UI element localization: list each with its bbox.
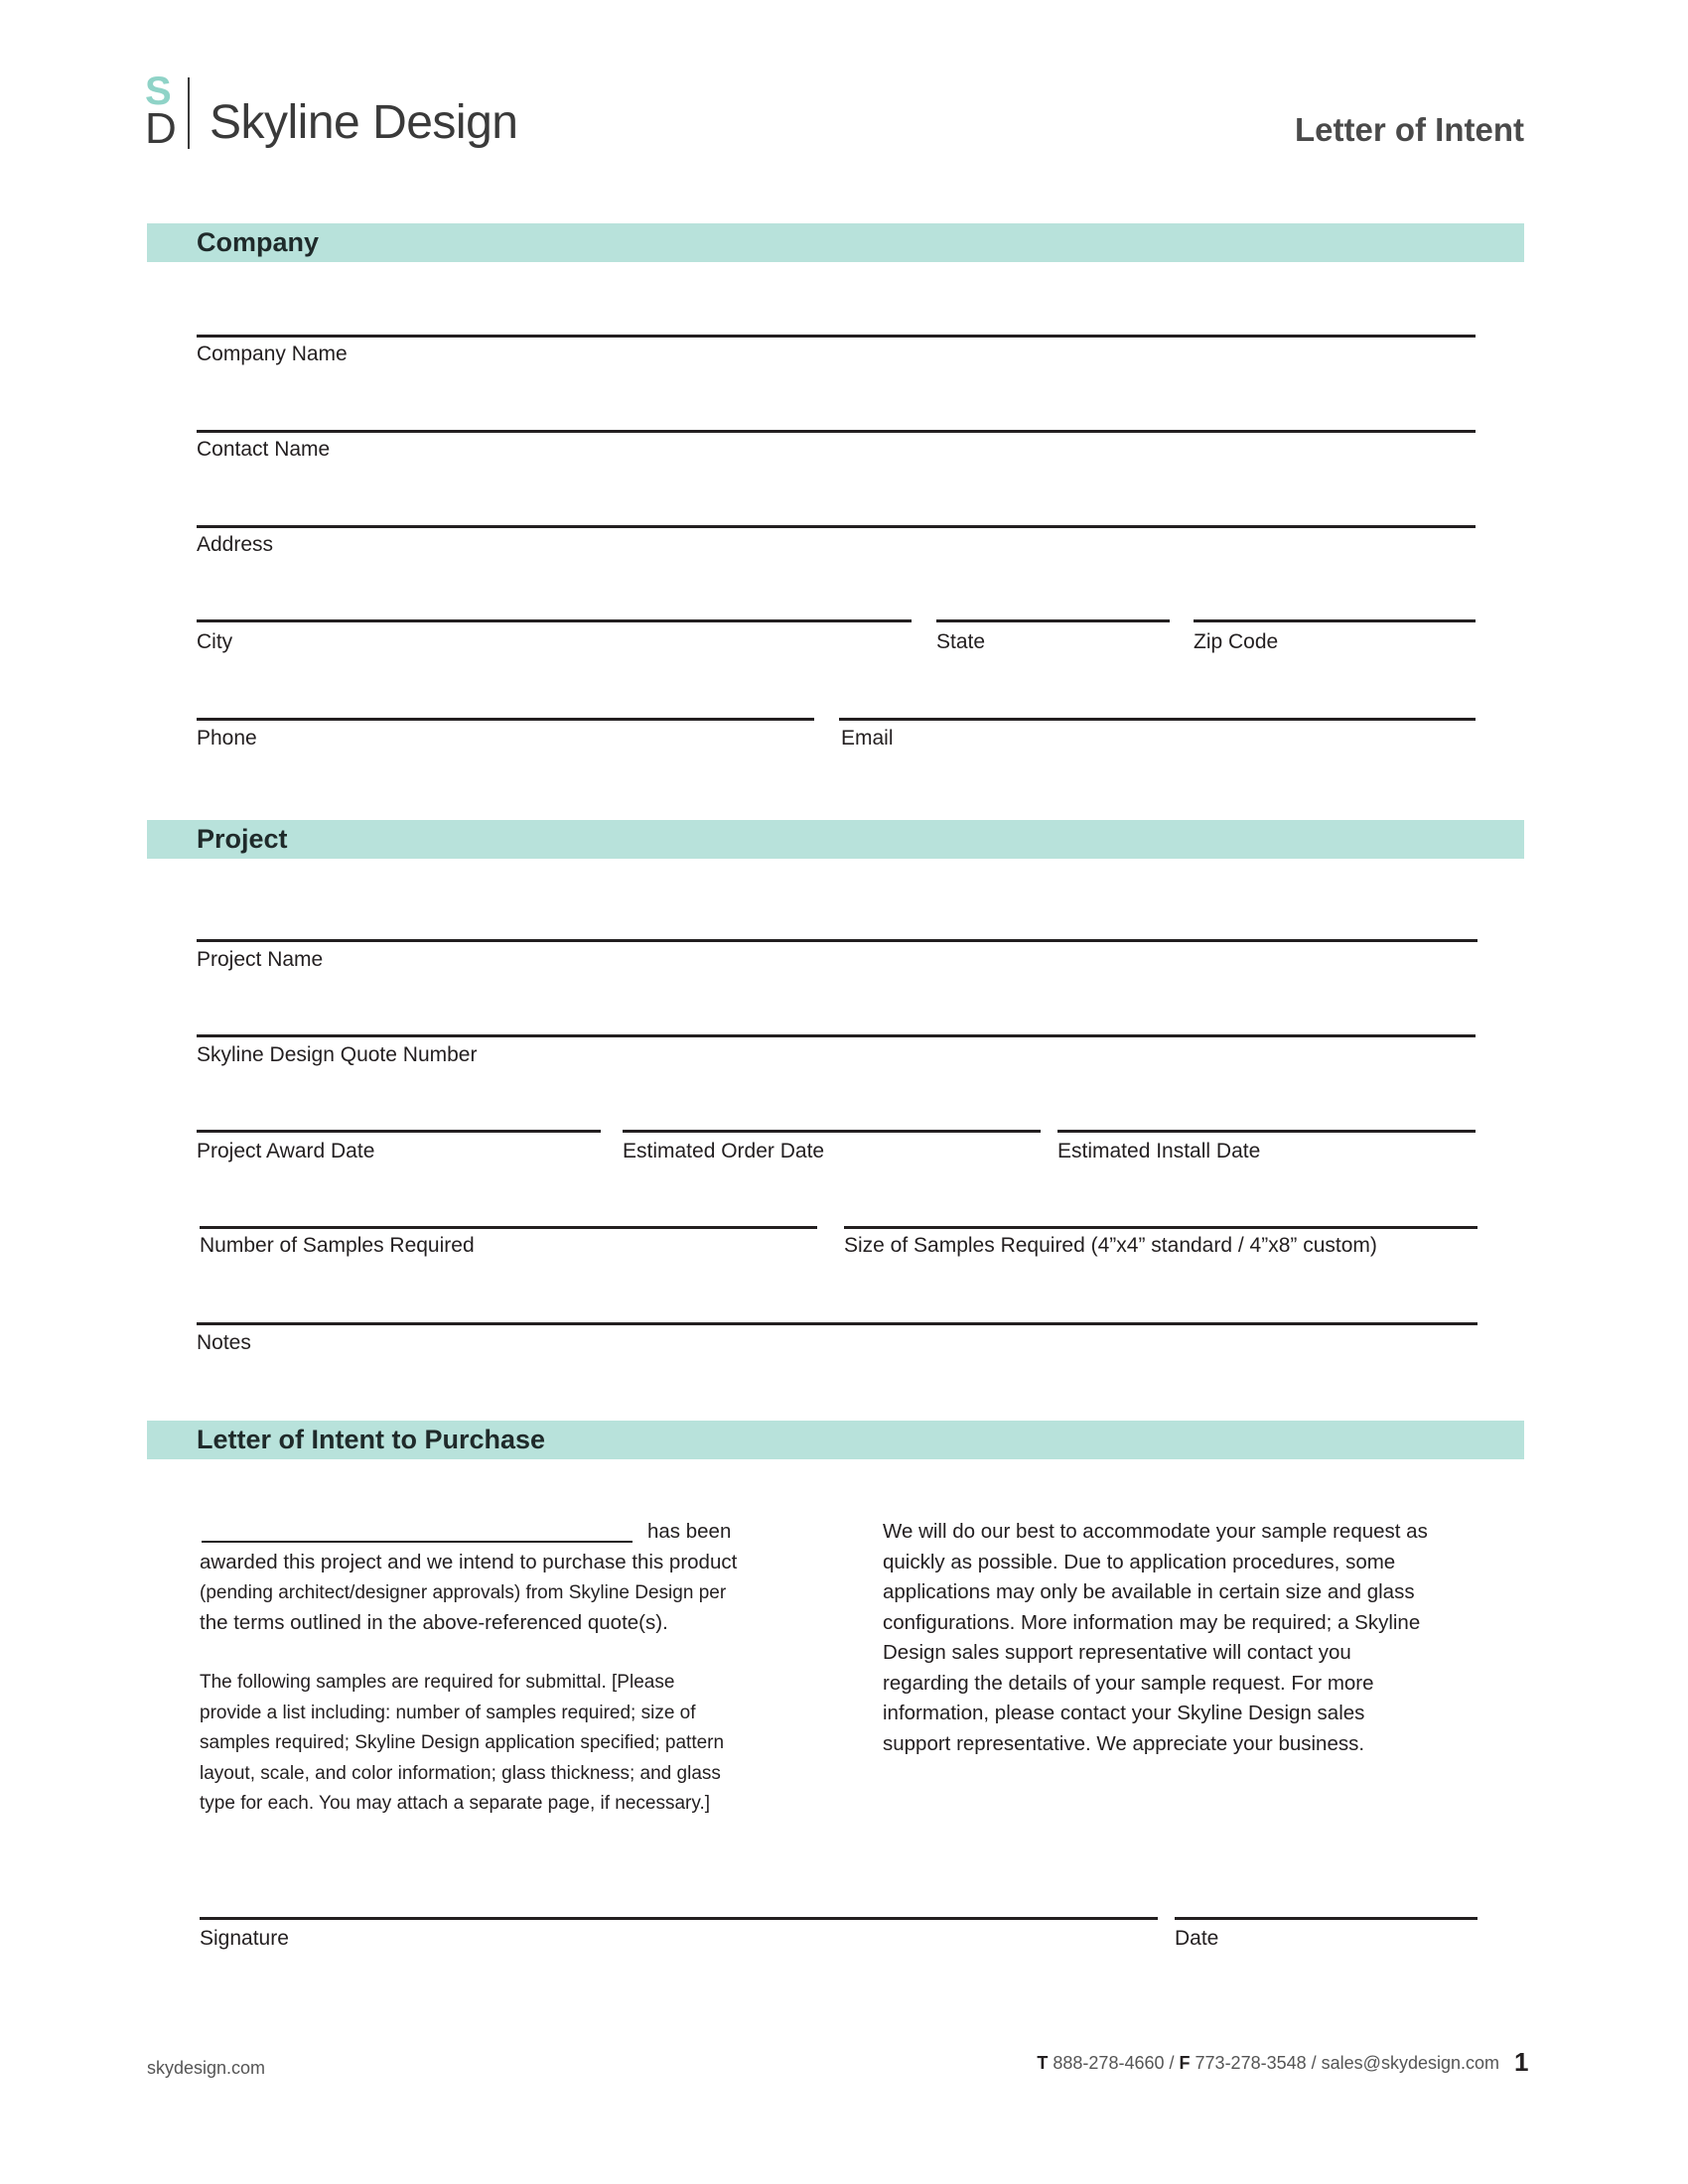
- address-field[interactable]: [197, 525, 1476, 528]
- fax-label: F: [1179, 2053, 1191, 2073]
- contact-name-label: Contact Name: [197, 438, 331, 461]
- award-date-field[interactable]: [197, 1130, 601, 1133]
- date-field[interactable]: [1175, 1917, 1477, 1920]
- project-name-label: Project Name: [197, 948, 324, 971]
- section-title: Project: [197, 824, 288, 854]
- tel-label: T: [1037, 2053, 1049, 2073]
- num-samples-label: Number of Samples Required: [200, 1234, 475, 1257]
- address-label: Address: [197, 533, 274, 556]
- has-been-text: has been: [647, 1520, 732, 1543]
- footer-contact: [1037, 2054, 1499, 2072]
- section-header-company: [147, 223, 1524, 262]
- letter-right-paragraph: [883, 1517, 1498, 1759]
- text-line: support representative. We appreciate your business.: [883, 1731, 1365, 1755]
- signature-field[interactable]: [200, 1917, 1158, 1920]
- phone-label: Phone: [197, 727, 257, 750]
- letter-left-paragraph-2: [200, 1668, 795, 1820]
- text-line: samples required; Skyline Design application specified; pattern: [200, 1732, 725, 1753]
- project-name-field[interactable]: [197, 939, 1477, 942]
- phone-field[interactable]: [197, 718, 814, 721]
- logo-divider: [188, 77, 190, 149]
- text-line: provide a list including: number of samples required; size of: [200, 1702, 696, 1723]
- order-date-label: Estimated Order Date: [623, 1140, 825, 1162]
- company-name-field[interactable]: [197, 335, 1476, 338]
- text-line: We will do our best to accommodate your sample request as: [883, 1520, 1428, 1543]
- quote-number-field[interactable]: [197, 1034, 1476, 1037]
- text-line: configurations. More information may be required; a Skyline: [883, 1610, 1421, 1634]
- text-line: regarding the details of your sample request. For more: [883, 1671, 1374, 1695]
- section-header-project: [147, 820, 1524, 859]
- letter-left-paragraph-1: [200, 1548, 795, 1639]
- quote-number-label: Skyline Design Quote Number: [197, 1043, 478, 1066]
- footer-website[interactable]: skydesign.com: [147, 2058, 266, 2078]
- page-number: 1: [1514, 2047, 1529, 2077]
- text-line: (pending architect/designer approvals) from Skyline Design per: [200, 1581, 727, 1603]
- logo-mark-d: D: [145, 104, 177, 153]
- signature-label: Signature: [200, 1927, 289, 1950]
- city-label: City: [197, 630, 233, 653]
- text-line: quickly as possible. Due to application procedures, some: [883, 1550, 1396, 1573]
- section-title: Letter of Intent to Purchase: [197, 1425, 546, 1454]
- notes-field[interactable]: [197, 1322, 1477, 1325]
- install-date-field[interactable]: [1057, 1130, 1476, 1133]
- install-date-label: Estimated Install Date: [1057, 1140, 1261, 1162]
- size-samples-field[interactable]: [844, 1226, 1477, 1229]
- num-samples-field[interactable]: [200, 1226, 817, 1229]
- city-field[interactable]: [197, 619, 912, 622]
- size-samples-label: Size of Samples Required (4”x4” standard / 4”x8” custom): [844, 1234, 1377, 1257]
- email-field[interactable]: [839, 718, 1476, 721]
- text-line: layout, scale, and color information; glass thickness; and glass: [200, 1762, 721, 1784]
- separator: /: [1306, 2053, 1322, 2073]
- award-date-label: Project Award Date: [197, 1140, 375, 1162]
- document-title: Letter of Intent: [1295, 111, 1524, 148]
- text-line: Design sales support representative will contact you: [883, 1641, 1351, 1664]
- text-line: the terms outlined in the above-referenced quote(s).: [200, 1611, 668, 1634]
- state-label: State: [936, 630, 986, 653]
- awardee-company-field[interactable]: [202, 1541, 633, 1543]
- state-field[interactable]: [936, 619, 1170, 622]
- order-date-field[interactable]: [623, 1130, 1041, 1133]
- text-line: information, please contact your Skyline Design sales: [883, 1702, 1365, 1724]
- footer-email[interactable]: sales@skydesign.com: [1321, 2053, 1499, 2073]
- date-label: Date: [1175, 1927, 1219, 1950]
- text-line: The following samples are required for submittal. [Please: [200, 1672, 675, 1693]
- footer-tel: 888-278-4660: [1053, 2053, 1165, 2073]
- logo-mark-s: S: [145, 69, 172, 113]
- text-line: awarded this project and we intend to purchase this product: [200, 1551, 738, 1573]
- zip-field[interactable]: [1194, 619, 1476, 622]
- footer-fax: 773-278-3548: [1195, 2053, 1307, 2073]
- text-line: type for each. You may attach a separate page, if necessary.]: [200, 1793, 711, 1814]
- text-line: applications may only be available in certain size and glass: [883, 1580, 1415, 1603]
- email-label: Email: [841, 727, 894, 750]
- section-title: Company: [197, 227, 320, 257]
- notes-label: Notes: [197, 1331, 251, 1354]
- separator: /: [1164, 2053, 1180, 2073]
- section-header-letter: [147, 1421, 1524, 1459]
- contact-name-field[interactable]: [197, 430, 1476, 433]
- logo-text: Skyline Design: [210, 96, 518, 149]
- zip-label: Zip Code: [1194, 630, 1279, 653]
- company-name-label: Company Name: [197, 342, 348, 365]
